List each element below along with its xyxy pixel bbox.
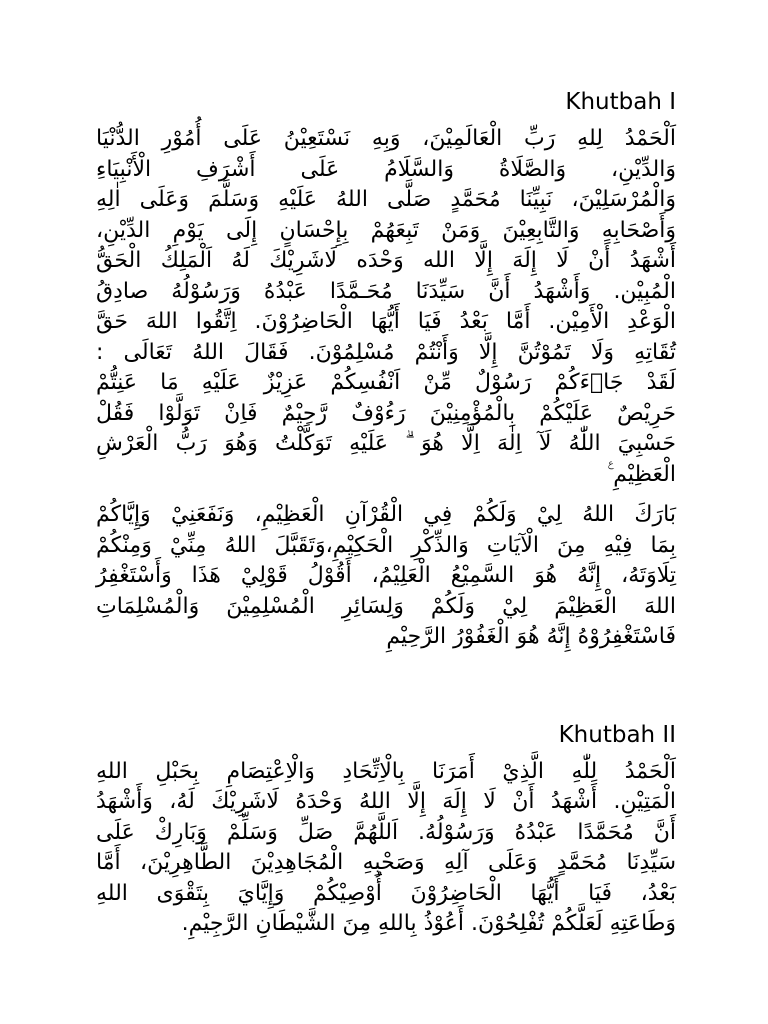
khutbah-one-title: Khutbah I <box>565 89 676 115</box>
khutbah-two-section <box>96 713 676 940</box>
text-line: وَالدِّيْنِ، وَالصَّلَاةُ وَالسَّلَامُ عَلَى أَشْرَفِ الْأَنْبِيَاءِ <box>96 156 676 182</box>
text-line: الْعَظِيْمِ ࣖ <box>607 461 676 487</box>
text-line: الْمَتِيْنِ. أَشْهَدُ أَنْ لَا إِلَهَ إِلَّا اللهُ وَحْدَهُ لَاشَرِيْكَ لَهُ، وَأَشْهَدُ <box>96 789 676 814</box>
text-line: حَسْبِيَ اللّٰهُ لَآ اِلٰهَ اِلَّا هُوَ ۗ عَلَيْهِ تَوَكَّلْتُ وَهُوَ رَبُّ الْعَرْشِ <box>96 431 676 456</box>
khutbah-two-paragraph <box>96 757 676 940</box>
text-line: أَنَّ مُحَمَّدًا عَبْدُهُ وَرَسُوْلُهُ. اَللَّهُمَّ صَلِّ وَسَلِّمْ وَبَارِكْ عَلَى <box>96 819 676 845</box>
text-line: وَأَصْحَابِهِ وَالتَّابِعِيْنَ وَمَنْ تَبِعَهُمْ بِإِحْسَانٍ إِلَى يَوْمِ الدِّيْنِ، <box>96 217 676 243</box>
text-line: لَقَدْ جَاۤءَكُمْ رَسُوْلٌ مِّنْ اَنْفُسِكُمْ عَزِيْزٌ عَلَيْهِ مَا عَنِتُّمْ <box>96 370 676 395</box>
text-line: اَلْحَمْدُ لِلهِ رَبِّ الْعَالَمِيْنَ، وَبِهِ نَسْتَعِيْنُ عَلَى أُمُوْرِ الدُّنْيَا <box>96 126 676 151</box>
text-line: اللهَ الْعَظِيْمَ لِيْ وَلَكُمْ وَلِسَائِرِ الْمُسْلِمِيْنَ وَالْمُسْلِمَاتِ <box>96 593 676 619</box>
text-line: بِمَا فِيْهِ مِنَ الْآيَاتِ وَالذِّكْرِ الْحَكِيْمِ،وَتَقَبَّلَ اللهُ مِنِّيْ وَمِنْكُمْ <box>96 532 676 558</box>
khutbah-one-closing-paragraph <box>96 500 676 653</box>
text-line: بَارَكَ اللهُ لِيْ وَلَكُمْ فِي الْقُرْآنِ الْعَظِيْمِ، وَنَفَعَنِيْ وَإِيَّاكُمْ <box>96 502 676 527</box>
text-line: تِلَاوَتَهُ، إِنَّهُ هُوَ السَّمِيْعُ الْعَلِيْمُ، أَقُوْلُ قَوْلِيْ هَذَا وَأَسْتَغْفِرُ <box>96 563 676 588</box>
text-line: وَالْمُرْسَلِيْنَ، نَبِيِّنَا مُحَمَّدٍ صَلَّى اللهُ عَلَيْهِ وَسَلَّمَ وَعَلَى اٰلِهِ <box>96 187 676 212</box>
text-line: فَاسْتَغْفِرُوْهُ إِنَّهُ هُوَ الْغَفُوْرُ الرَّحِيْمِ <box>386 624 676 649</box>
khutbah-one-section <box>96 80 676 653</box>
text-line: الْمُبِيْن. وَأَشْهَدُ أَنَّ سَيِّدَنَا مُحَـمَّدًا عَبْدُهُ وَرَسُوْلُهُ صادِقُ <box>96 278 676 304</box>
text-line: الْوَعْدِ الْأَمِيْن. أَمَّا بَعْدُ فَيَا أَيُّهَا الْحَاضِرُوْنَ. اِتَّقُوا اللهَ حَقَّ <box>96 309 676 334</box>
text-line: بَعْدُ، فَيَا أَيُّهَا الْحَاضِرُوْنَ أُوْصِيْكُمْ وَإِيَّايَ بِتَقْوَى اللهِ <box>96 880 676 906</box>
text-line: اَلْحَمْدُ لِلّٰهِ الَّذِيْ أَمَرَنَا بِالْاِتِّحَادِ وَالْاِعْتِصَامِ بِحَبْلِ اللهِ <box>96 758 676 784</box>
khutbah-two-title: Khutbah II <box>558 721 676 748</box>
document-page <box>96 80 676 940</box>
text-line: حَرِيْصٌ عَلَيْكُمْ بِالْمُؤْمِنِيْنَ رَءُوْفٌ رَّحِيْمٌ فَاِنْ تَوَلَّوْا فَقُلْ <box>96 400 676 426</box>
text-line: تُقَاتِهِ وَلَا تَمُوْتُنَّ إِلَّا وَأَنْتُمْ مُسْلِمُوْنَ. فَقَالَ اللهُ تَعَالَى : <box>96 339 676 365</box>
text-line: أَشْهَدُ أَنْ لَا إِلَهَ إِلَّا الله وَحْدَه لَاشَرِيْكَ لَهُ اَلْمَلِكُ الْحَقُّ <box>96 248 676 273</box>
text-line: وَطَاعَتِهِ لَعَلَّكُمْ تُفْلِحُوْنَ. أَعُوْذُ بِاللهِ مِنَ الشَّيْطَانِ الرَّجِيْمِ. <box>181 911 676 936</box>
text-line: سَيِّدِنَا مُحَمَّدٍ وَعَلَى آلِهِ وَصَحْبِهِ الْمُجَاهِدِيْنَ الطَّاهِرِيْنَ، أَمَّا <box>96 850 676 875</box>
khutbah-one-opening-paragraph <box>96 124 676 490</box>
